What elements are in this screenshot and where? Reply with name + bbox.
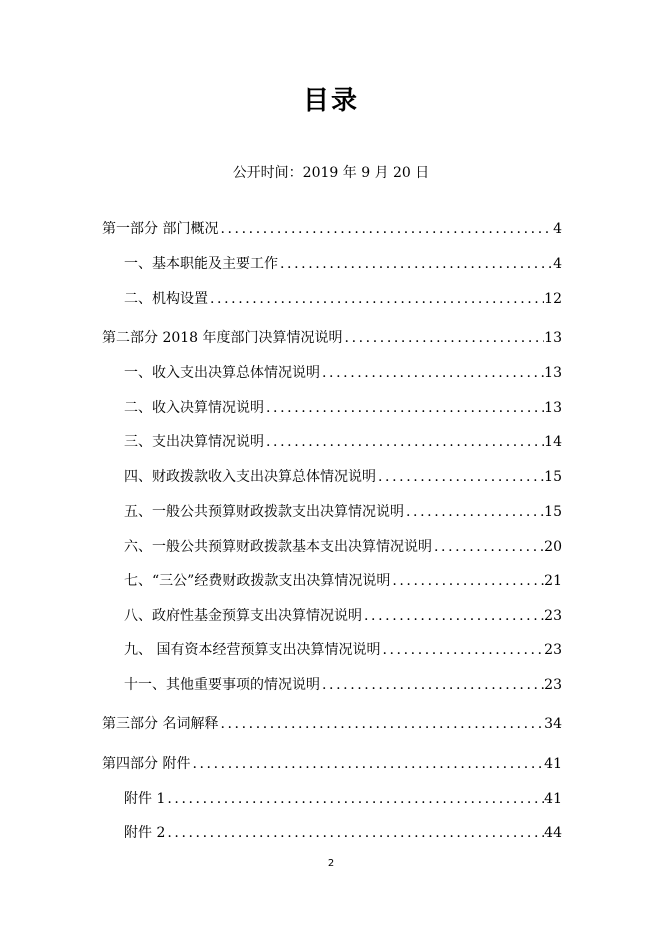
toc-entry-page: 34: [544, 716, 562, 732]
toc-entry-label: 五、一般公共预算财政拨款支出决算情况说明: [124, 504, 404, 520]
toc-entry-page: 23: [544, 642, 562, 658]
toc-entry-label: 第四部分 附件: [102, 756, 191, 772]
toc-entry-appendix-2[interactable]: [124, 822, 562, 844]
toc-entry-page: 20: [544, 539, 562, 555]
toc-dot-leader: [165, 788, 544, 810]
toc-entry-part-1[interactable]: [102, 218, 562, 240]
toc-entry-organization[interactable]: [124, 288, 562, 310]
toc-entry-label: 三、支出决算情况说明: [124, 434, 264, 450]
toc-entry-label: 附件 1: [124, 791, 166, 807]
toc-entry-label: 八、政府性基金预算支出决算情况说明: [124, 608, 362, 624]
toc-entry-page: 13: [544, 330, 562, 346]
publish-time: 公开时间：2019 年 9 月 20 日: [232, 165, 430, 181]
toc-entry-government-fund[interactable]: [124, 605, 562, 627]
toc-dot-leader: [362, 605, 544, 627]
toc-entry-part-3[interactable]: [102, 713, 562, 735]
toc-entry-page: 13: [544, 365, 562, 381]
toc-dot-leader: [432, 536, 544, 558]
toc-entry-page: 15: [544, 469, 562, 485]
toc-entry-expenditure[interactable]: [124, 431, 562, 453]
toc-entry-page: 4: [553, 221, 562, 237]
toc-entry-functions[interactable]: [124, 253, 562, 275]
page-number: 2: [327, 858, 335, 869]
toc-entry-page: 23: [544, 677, 562, 693]
toc-entry-fiscal-allocation[interactable]: [124, 466, 562, 488]
toc-entry-label: 一、基本职能及主要工作: [124, 256, 278, 272]
toc-entry-three-public[interactable]: [124, 570, 562, 592]
toc-entry-page: 12: [544, 291, 562, 307]
toc-entry-label: 七、“三公”经费财政拨款支出决算情况说明: [124, 573, 391, 589]
toc-dot-leader: [404, 501, 544, 523]
toc-entry-label: 四、财政拨款收入支出决算总体情况说明: [124, 469, 376, 485]
toc-entry-label: 二、收入决算情况说明: [124, 400, 264, 416]
toc-entry-label: 第一部分 部门概况: [102, 221, 219, 237]
toc-entry-label: 第三部分 名词解释: [102, 716, 219, 732]
toc-dot-leader: [320, 362, 544, 384]
toc-dot-leader: [218, 218, 553, 240]
toc-dot-leader: [264, 397, 544, 419]
toc-dot-leader: [208, 288, 544, 310]
toc-entry-part-2[interactable]: [102, 327, 562, 349]
toc-dot-leader: [218, 713, 544, 735]
toc-entry-page: 4: [553, 256, 562, 272]
toc-entry-label: 一、收入支出决算总体情况说明: [124, 365, 320, 381]
toc-dot-leader: [165, 822, 544, 844]
toc-entry-label: 附件 2: [124, 825, 166, 841]
toc-entry-general-budget[interactable]: [124, 501, 562, 523]
toc-dot-leader: [390, 570, 544, 592]
toc-entry-page: 41: [544, 756, 562, 772]
toc-entry-page: 15: [544, 504, 562, 520]
toc-dot-leader: [278, 253, 553, 275]
toc-entry-basic-expenditure[interactable]: [124, 536, 562, 558]
toc-entry-label: 六、一般公共预算财政拨款基本支出决算情况说明: [124, 539, 432, 555]
toc-entry-other-matters[interactable]: [124, 674, 562, 696]
toc-entry-page: 14: [544, 434, 562, 450]
toc-entry-page: 44: [544, 825, 562, 841]
toc-dot-leader: [264, 431, 544, 453]
toc-entry-appendix-1[interactable]: [124, 788, 562, 810]
toc-dot-leader: [343, 327, 545, 349]
toc-dot-leader: [376, 466, 544, 488]
toc-entry-page: 13: [544, 400, 562, 416]
toc-dot-leader: [380, 639, 544, 661]
toc-entry-page: 23: [544, 608, 562, 624]
document-title: 目录: [302, 86, 359, 116]
toc-entry-label: 第二部分 2018 年度部门决算情况说明: [102, 330, 343, 346]
toc-entry-label: 十一、其他重要事项的情况说明: [124, 677, 320, 693]
toc-dot-leader: [320, 674, 544, 696]
toc-dot-leader: [190, 753, 544, 775]
toc-entry-label: 二、机构设置: [124, 291, 208, 307]
toc-entry-label: 九、 国有资本经营预算支出决算情况说明: [124, 642, 381, 658]
toc-entry-overall[interactable]: [124, 362, 562, 384]
toc-entry-state-capital[interactable]: [124, 639, 562, 661]
toc-entry-income[interactable]: [124, 397, 562, 419]
toc-entry-part-4[interactable]: [102, 753, 562, 775]
toc-entry-page: 21: [544, 573, 562, 589]
toc-entry-page: 41: [544, 791, 562, 807]
